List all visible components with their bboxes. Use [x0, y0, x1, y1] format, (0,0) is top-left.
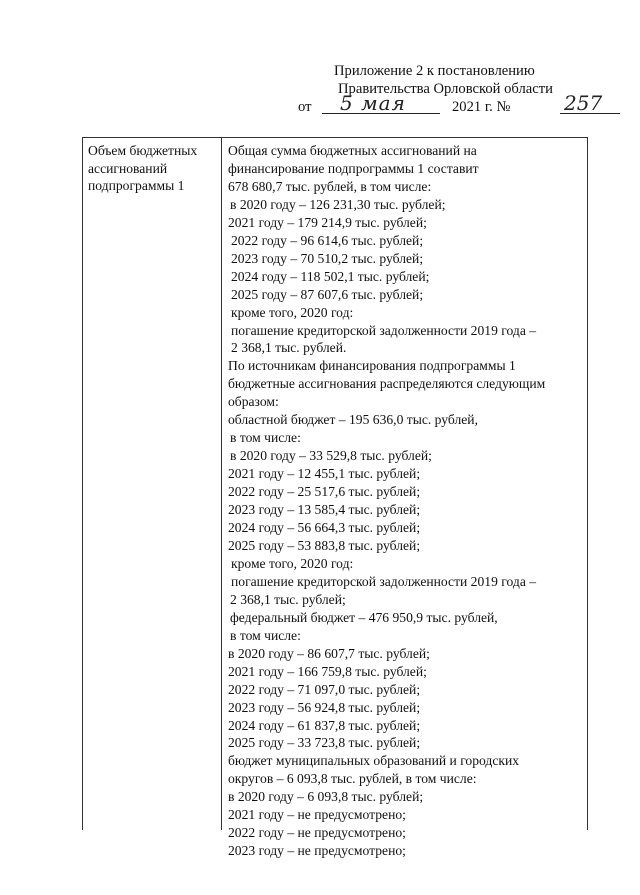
- budget-text-line: 2024 году – 118 502,1 тыс. рублей;: [231, 268, 430, 284]
- budget-text-line: 2023 году – 56 924,8 тыс. рублей;: [228, 699, 421, 715]
- budget-text-line: 2022 году – 96 614,6 тыс. рублей;: [231, 232, 424, 248]
- budget-table: [82, 137, 588, 859]
- budget-text-line: 2024 году – 61 837,8 тыс. рублей;: [228, 717, 421, 733]
- budget-text-line: округов – 6 093,8 тыс. рублей, в том числе:: [228, 771, 477, 787]
- budget-text-line: 2022 году – 25 517,6 тыс. рублей;: [228, 484, 421, 500]
- budget-text-line: 2 368,1 тыс. рублей;: [230, 591, 346, 607]
- budget-text-line: 2024 году – 56 664,3 тыс. рублей;: [228, 520, 421, 536]
- appendix-header: [290, 62, 603, 118]
- budget-text-line: Общая сумма бюджетных ассигнований на: [228, 143, 477, 158]
- label-line: ассигнований: [88, 160, 168, 176]
- budget-text-line: в 2020 году – 126 231,30 тыс. рублей;: [230, 196, 446, 212]
- year-and-number-label: 2021 г. №: [452, 99, 511, 115]
- handwritten-date: 5 мая: [340, 91, 406, 115]
- budget-text-line: в 2020 году – 6 093,8 тыс. рублей;: [228, 789, 424, 805]
- budget-text-line: 2021 году – не предусмотрено;: [228, 807, 406, 823]
- budget-text-line: 2023 году – 70 510,2 тыс. рублей;: [231, 250, 424, 266]
- budget-text-line: 2025 году – 53 883,8 тыс. рублей;: [228, 537, 421, 553]
- budget-text-line: 2022 году – не предусмотрено;: [228, 825, 406, 841]
- budget-text-line: 2025 году – 87 607,6 тыс. рублей;: [231, 286, 424, 302]
- resolution-date-line: [290, 91, 603, 118]
- budget-text-line: 2025 году – 33 723,8 тыс. рублей;: [228, 735, 421, 751]
- appendix-issuer: Правительства Орловской области: [338, 81, 553, 97]
- table-row-label-cell: [83, 138, 222, 830]
- budget-text-line: 2021 году – 166 759,8 тыс. рублей;: [228, 663, 427, 679]
- budget-text-line: в том числе:: [230, 430, 301, 446]
- date-prefix: от: [298, 99, 312, 115]
- budget-text-line: в 2020 году – 86 607,7 тыс. рублей;: [228, 645, 430, 661]
- budget-text-line: кроме того, 2020 год:: [231, 555, 354, 571]
- handwritten-number: 257: [564, 91, 603, 115]
- budget-text-line: 678 680,7 тыс. рублей, в том числе:: [228, 178, 432, 194]
- budget-text-line: образом:: [228, 394, 279, 410]
- budget-text-line: кроме того, 2020 год:: [231, 304, 354, 320]
- budget-text-line: погашение кредиторской задолженности 2019 года –: [231, 322, 537, 338]
- budget-text-line: бюджет муниципальных образований и городских: [228, 753, 520, 769]
- budget-text-line: областной бюджет – 195 636,0 тыс. рублей,: [228, 412, 478, 428]
- budget-text-line: 2023 году – 13 585,4 тыс. рублей;: [228, 502, 421, 518]
- budget-text-line: По источникам финансирования подпрограммы 1: [228, 358, 516, 374]
- budget-text-line: в 2020 году – 33 529,8 тыс. рублей;: [230, 448, 432, 464]
- budget-text-line: финансирование подпрограммы 1 составит: [228, 160, 479, 176]
- appendix-title: Приложение 2 к постановлению: [334, 63, 535, 79]
- budget-text-line: бюджетные ассигнования распределяются следующим: [228, 376, 546, 392]
- label-line: подпрограммы 1: [88, 178, 185, 193]
- label-line: Объем бюджетных: [88, 143, 198, 158]
- budget-text-line: федеральный бюджет – 476 950,9 тыс. рублей,: [230, 609, 498, 625]
- budget-text-line: 2022 году – 71 097,0 тыс. рублей;: [228, 681, 421, 697]
- budget-text-line: 2021 году – 12 455,1 тыс. рублей;: [228, 466, 421, 482]
- table-row-value-cell: [222, 138, 587, 859]
- budget-text-line: 2023 году – не предусмотрено;: [228, 843, 406, 859]
- budget-text-line: 2 368,1 тыс. рублей.: [231, 340, 347, 356]
- budget-text-line: погашение кредиторской задолженности 2019 года –: [231, 573, 537, 589]
- budget-text-line: 2021 году – 179 214,9 тыс. рублей;: [228, 214, 427, 230]
- budget-text-line: в том числе:: [230, 627, 301, 643]
